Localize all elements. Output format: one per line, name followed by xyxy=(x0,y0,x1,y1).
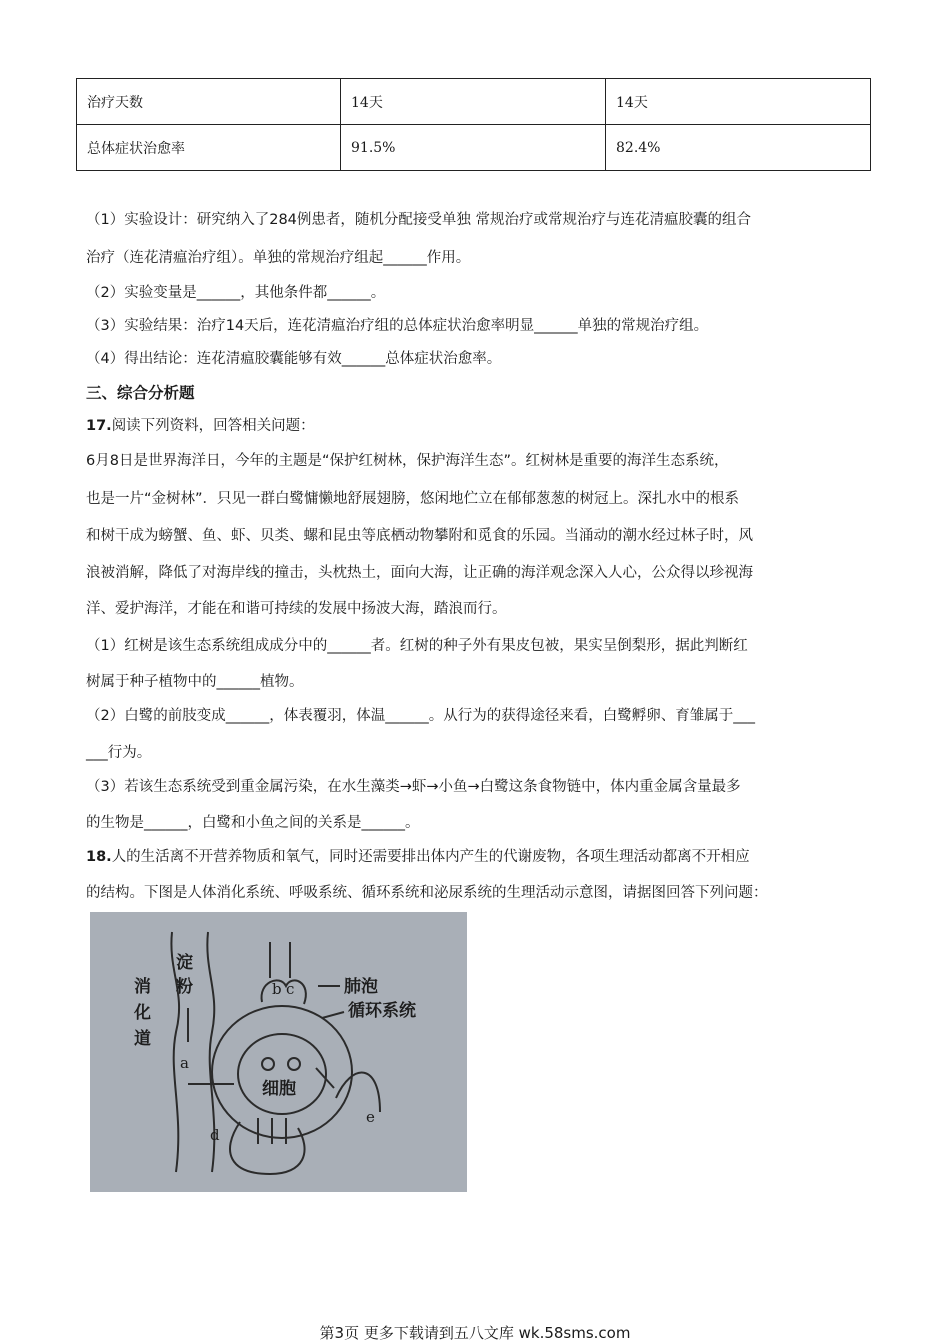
circulation-ring xyxy=(212,1006,352,1138)
q17-passage-line: 浪被消解，降低了对海岸线的撞击，头枕热土，面向大海，让正确的海洋观念深入人心，公众得以珍视海 xyxy=(86,565,753,581)
table-row xyxy=(77,125,871,171)
cell-nucleus xyxy=(288,1058,300,1070)
letter-e: e xyxy=(366,1108,375,1126)
q16-part2: （2）实验变量是______，其他条件都______。 xyxy=(86,285,386,301)
q17-sub3-line2: 的生物是______，白鹭和小鱼之间的关系是______。 xyxy=(86,815,420,831)
table-cell: 总体症状治愈率 xyxy=(77,125,341,171)
table-cell: 14天 xyxy=(341,79,606,125)
letter-a: a xyxy=(180,1054,189,1072)
q16-part1-line1: （1）实验设计：研究纳入了284例患者，随机分配接受单独 常规治疗或常规治疗与连花清瘟胶囊的组合 xyxy=(86,212,752,228)
page-footer: 第3页 更多下载请到五八文库 wk.58sms.com xyxy=(319,1324,631,1342)
q18-line1 xyxy=(86,847,750,867)
question-number: 18. xyxy=(86,849,112,865)
q17-prompt-text: 阅读下列资料，回答相关问题： xyxy=(111,418,315,434)
q17-sub2-line2: ___行为。 xyxy=(86,745,152,761)
letter-d: d xyxy=(210,1126,220,1144)
question-number: 17. xyxy=(86,418,112,434)
table-cell: 82.4% xyxy=(606,125,871,171)
label-cell: 细胞 xyxy=(262,1079,296,1099)
q17-sub3-line1: （3）若该生态系统受到重金属污染，在水生藻类→虾→小鱼→白鹭这条食物链中，体内重金属含量最多 xyxy=(86,779,741,795)
q17-passage-line: 6月8日是世界海洋日，今年的主题是“保护红树林，保护海洋生态”。红树林是重要的海洋生态系统， xyxy=(86,453,729,469)
letter-c: c xyxy=(286,980,295,998)
q17-prompt xyxy=(86,416,315,436)
q16-part3: （3）实验结果：治疗14天后，连花清瘟治疗组的总体症状治愈率明显______单独的常规治疗组。 xyxy=(86,318,709,334)
q17-passage-line: 洋、爱护海洋，才能在和谐可持续的发展中扬波大海，踏浪而行。 xyxy=(86,601,507,617)
q17-passage-line: 和树干成为螃蟹、鱼、虾、贝类、螺和昆虫等底栖动物攀附和觅食的乐园。当涌动的潮水经过林子时，风 xyxy=(86,528,753,544)
cell-nucleus xyxy=(262,1058,274,1070)
q18-line2: 的结构。下图是人体消化系统、呼吸系统、循环系统和泌尿系统的生理活动示意图，请据图回答下列问题： xyxy=(86,885,768,901)
q17-sub1-line1: （1）红树是该生态系统组成成分中的______者。红树的种子外有果皮包被，果实呈倒梨形，据此判断红 xyxy=(86,638,748,654)
label-tract-1: 消 xyxy=(134,977,151,997)
letter-b: b xyxy=(272,980,282,998)
q16-part4: （4）得出结论：连花清瘟胶囊能够有效______总体症状治愈率。 xyxy=(86,351,502,367)
table-cell: 91.5% xyxy=(341,125,606,171)
cell-outline xyxy=(238,1034,326,1114)
label-tract-3: 道 xyxy=(134,1029,151,1049)
q17-passage-line: 也是一片“金树林”．只见一群白鹭慵懒地舒展翅膀，悠闲地伫立在郁郁葱葱的树冠上。深扎水中的根系 xyxy=(86,491,740,507)
label-tract-2: 化 xyxy=(134,1003,151,1023)
table-cell: 治疗天数 xyxy=(77,79,341,125)
physiology-diagram xyxy=(90,912,467,1192)
diagram-svg xyxy=(90,912,467,1192)
q17-sub2-line1: （2）白鹭的前肢变成______，体表覆羽，体温______。从行为的获得途径来看，白鹭孵卵、育雏属于___ xyxy=(86,708,755,724)
label-alveoli: 肺泡 xyxy=(344,977,378,997)
table-cell: 14天 xyxy=(606,79,871,125)
alveolus-outline xyxy=(262,980,306,1004)
results-table xyxy=(76,78,871,171)
section-title: 三、综合分析题 xyxy=(86,384,195,402)
label-line xyxy=(322,1012,344,1018)
label-starch-2: 粉 xyxy=(176,977,193,997)
kidney-loop xyxy=(230,1122,305,1174)
label-starch-1: 淀 xyxy=(176,953,193,973)
table-row xyxy=(77,79,871,125)
label-circulation: 循环系统 xyxy=(348,1001,416,1021)
q17-sub1-line2: 树属于种子植物中的______植物。 xyxy=(86,674,304,690)
q18-text: 人的生活离不开营养物质和氧气，同时还需要排出体内产生的代谢废物，各项生理活动都离不开相应 xyxy=(111,849,750,865)
q16-part1-line2: 治疗（连花清瘟治疗组）。单独的常规治疗组起______作用。 xyxy=(86,250,471,266)
